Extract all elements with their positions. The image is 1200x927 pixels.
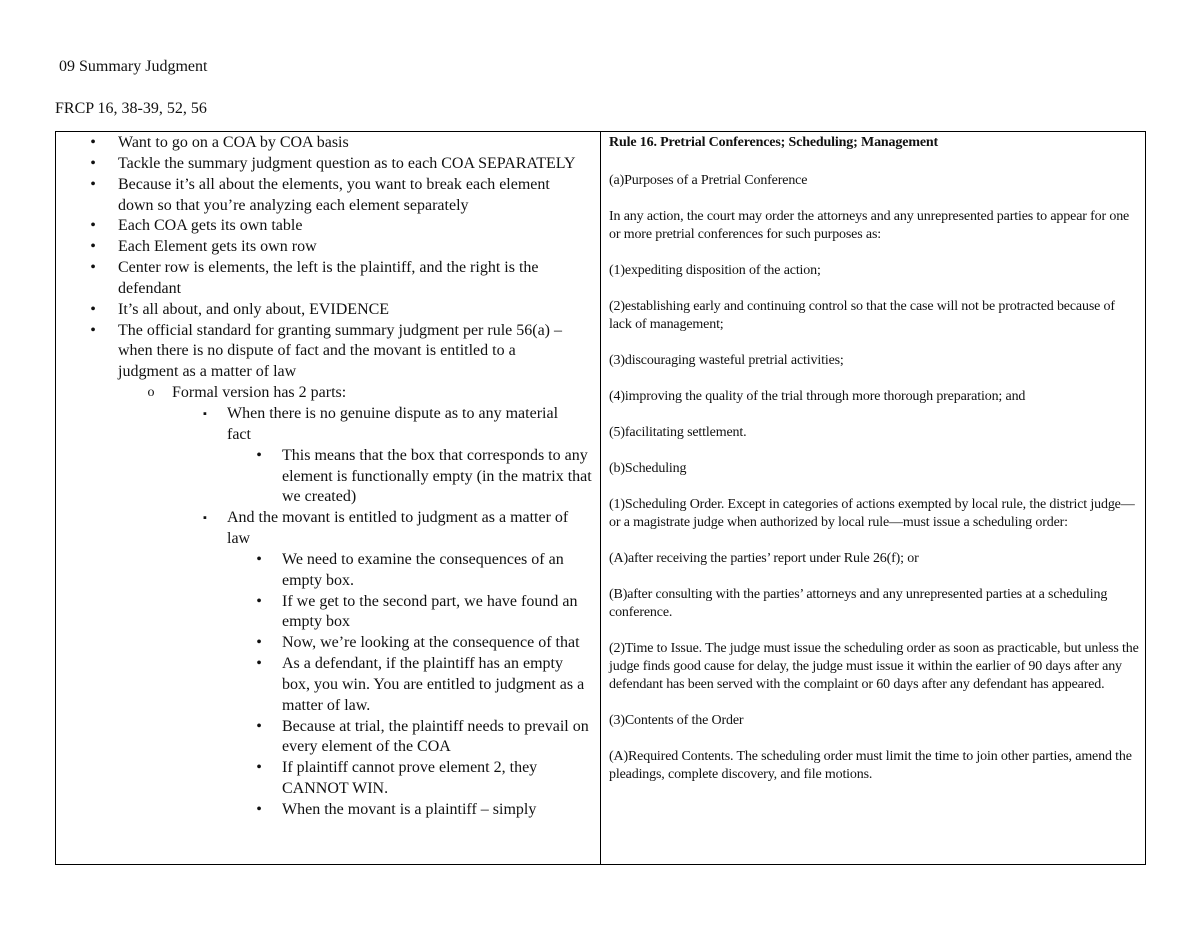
bullet-icon: • bbox=[256, 717, 262, 735]
bullet-icon: • bbox=[256, 446, 262, 464]
rule-paragraph: (B)after consulting with the parties’ attorneys and any unrepresented parties at a scheduling conference. bbox=[609, 587, 1108, 620]
note-text: Center row is elements, the left is the plaintiff, and the right is the defendant bbox=[118, 259, 539, 297]
rule-paragraph: In any action, the court may order the attorneys and any unrepresented parties to appear for one or more pretrial conferences for such purposes as: bbox=[609, 209, 1130, 242]
note-item bbox=[56, 758, 600, 800]
rule-text-column bbox=[601, 132, 1145, 864]
rule-paragraph: (4)improving the quality of the trial through more thorough preparation; and bbox=[609, 389, 1026, 404]
note-text: If we get to the second part, we have found an empty box bbox=[282, 592, 578, 631]
note-text: This means that the box that corresponds to any element is functionally empty (in the matrix that we created) bbox=[282, 446, 592, 506]
note-item bbox=[56, 800, 600, 821]
rule-paragraph: (1)Scheduling Order. Except in categories of actions exempted by local rule, the district judge—or a magistrate judge when authorized by local rule—must issue a scheduling order: bbox=[609, 497, 1135, 530]
bullet-icon: • bbox=[256, 634, 262, 652]
note-item bbox=[56, 175, 600, 217]
note-text: The official standard for granting summary judgment per rule 56(a) – when there is no dispute of fact and the movant is entitled to a judgment as a matter of law bbox=[118, 321, 563, 381]
rule-paragraph: (5)facilitating settlement. bbox=[609, 425, 747, 440]
bullet-icon: • bbox=[90, 259, 96, 277]
note-text: We need to examine the consequences of an empty box. bbox=[282, 550, 564, 589]
bullet-icon: • bbox=[256, 592, 262, 610]
bullet-icon: o bbox=[147, 385, 155, 401]
bullet-icon: ▪ bbox=[203, 512, 207, 525]
bullet-icon: • bbox=[90, 154, 96, 172]
note-item bbox=[56, 633, 600, 654]
bullet-icon: ▪ bbox=[203, 407, 207, 420]
bullet-icon: • bbox=[90, 300, 96, 318]
bullet-icon: • bbox=[256, 801, 262, 818]
rule-paragraph: (b)Scheduling bbox=[609, 461, 687, 476]
note-text: Because at trial, the plaintiff needs to prevail on every element of the COA bbox=[282, 717, 589, 756]
note-item bbox=[56, 508, 600, 550]
note-text: Want to go on a COA by COA basis bbox=[118, 134, 349, 151]
note-item bbox=[56, 404, 600, 446]
note-item bbox=[56, 133, 600, 154]
note-item bbox=[56, 300, 600, 321]
note-text: And the movant is entitled to judgment as a matter of law bbox=[227, 509, 569, 548]
note-text: If plaintiff cannot prove element 2, they CANNOT WIN. bbox=[282, 759, 538, 798]
rule-paragraph: (3)Contents of the Order bbox=[609, 713, 744, 728]
note-item bbox=[56, 446, 600, 509]
rule-paragraph: (A)after receiving the parties’ report under Rule 26(f); or bbox=[609, 551, 919, 566]
bullet-icon: • bbox=[256, 655, 262, 673]
note-text: Because it’s all about the elements, you want to break each element down so that you’re analyzing each element separately bbox=[118, 175, 550, 214]
note-text: Now, we’re looking at the consequence of that bbox=[282, 634, 580, 652]
note-text: As a defendant, if the plaintiff has an empty box, you win. You are entitled to judgment as a matter of law. bbox=[282, 655, 585, 714]
bullet-icon: • bbox=[90, 175, 96, 193]
note-item bbox=[56, 216, 600, 237]
note-item bbox=[56, 237, 600, 258]
rule-paragraph: (2)Time to Issue. The judge must issue the scheduling order as soon as practicable, but unless the judge finds good cause for delay, the judge must issue it within the earlier of 90 days after any defendant has been served with the complaint or 60 days after any defendant has appeared. bbox=[609, 641, 1139, 692]
note-item bbox=[56, 383, 600, 404]
notes-column bbox=[56, 132, 601, 864]
note-item bbox=[56, 258, 600, 300]
note-item bbox=[56, 654, 600, 717]
note-item bbox=[56, 592, 600, 634]
bullet-icon: • bbox=[256, 759, 262, 777]
bullet-icon: • bbox=[90, 134, 96, 151]
note-item bbox=[56, 717, 600, 759]
note-text: Formal version has 2 parts: bbox=[172, 384, 347, 402]
rule-paragraph: (1)expediting disposition of the action; bbox=[609, 263, 821, 278]
note-text: It’s all about, and only about, EVIDENCE bbox=[118, 300, 390, 318]
note-text: When there is no genuine dispute as to any material fact bbox=[227, 404, 559, 443]
note-text: When the movant is a plaintiff – simply bbox=[282, 801, 537, 818]
rule-heading: Rule 16. Pretrial Conferences; Scheduling; Management bbox=[609, 135, 939, 150]
rule-paragraph: (A)Required Contents. The scheduling order must limit the time to join other parties, amend the pleadings, complete discovery, and file motions. bbox=[609, 749, 1132, 782]
rule-paragraph: (3)discouraging wasteful pretrial activities; bbox=[609, 353, 844, 368]
note-item bbox=[56, 550, 600, 592]
bullet-icon: • bbox=[90, 321, 96, 339]
note-text: Each Element gets its own row bbox=[118, 238, 317, 256]
bullet-icon: • bbox=[256, 550, 262, 568]
bullet-icon: • bbox=[90, 217, 96, 235]
rule-paragraph: (a)Purposes of a Pretrial Conference bbox=[609, 173, 808, 188]
note-text: Each COA gets its own table bbox=[118, 217, 303, 235]
bullet-icon: • bbox=[90, 238, 96, 256]
note-text: Tackle the summary judgment question as to each COA SEPARATELY bbox=[118, 154, 576, 172]
document-subtitle: FRCP 16, 38-39, 52, 56 bbox=[55, 100, 207, 117]
document-title: 09 Summary Judgment bbox=[59, 58, 208, 75]
note-item bbox=[56, 154, 600, 175]
notes-table bbox=[55, 131, 1146, 865]
note-item bbox=[56, 321, 600, 384]
notes-list bbox=[56, 133, 600, 821]
rule-paragraph: (2)establishing early and continuing control so that the case will not be protracted because of lack of management; bbox=[609, 299, 1115, 332]
